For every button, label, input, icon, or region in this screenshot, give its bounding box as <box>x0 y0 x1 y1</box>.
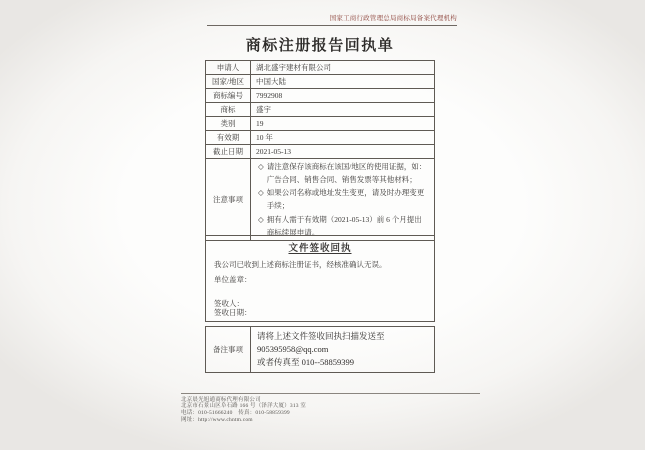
diamond-bullet-icon: ◇ <box>258 214 264 224</box>
table-row <box>206 131 435 145</box>
receipt-title: 文件签收回执 <box>288 244 352 254</box>
note-item <box>256 160 429 186</box>
agency-header: 国家工商行政管理总局商标局备案代理机构 <box>207 13 457 26</box>
receipt-section <box>205 235 435 322</box>
table-row <box>206 89 435 103</box>
notes-label: 注意事项 <box>206 159 251 241</box>
signer-label: 签收人： <box>214 299 244 308</box>
footer-phone-fax: 电话：010-51666240 传真：010-58859399 <box>181 410 290 417</box>
agency-footer <box>181 393 480 424</box>
table-row <box>206 145 435 159</box>
remarks-line-email: 请将上述文件签收回执扫描发送至 905395958@qq.com <box>257 331 385 354</box>
row-label: 商标 <box>206 103 251 117</box>
footer-address: 北京市石景山区阜石路 166 号（泽洋大厦）313 室 <box>181 403 307 410</box>
row-label: 商标编号 <box>206 89 251 103</box>
receipt-statement: 我公司已收到上述商标注册证书，经核准确认无误。 <box>214 260 387 269</box>
diamond-bullet-icon: ◇ <box>258 188 264 198</box>
notes-row <box>206 159 435 241</box>
stamp-label: 单位盖章： <box>214 275 252 284</box>
note-text: 请注意保存该商标在该国/地区的使用证据，如：广告合同、销售合同、销售发票等其他材料； <box>266 162 427 185</box>
row-label: 申请人 <box>206 61 251 75</box>
row-label: 类别 <box>206 117 251 131</box>
row-label: 国家/地区 <box>206 75 251 89</box>
note-text: 如果公司名称或地址发生变更，请及时办理变更手续； <box>266 188 425 211</box>
row-value: 7992908 <box>251 89 435 103</box>
note-item <box>256 186 429 212</box>
row-value: 中国大陆 <box>251 75 435 89</box>
row-label: 截止日期 <box>206 145 251 159</box>
remarks-table <box>205 326 435 373</box>
footer-company: 北京晨光旭通商标代理有限公司 <box>181 396 261 403</box>
row-value: 湖北盛宇建材有限公司 <box>251 61 435 75</box>
remarks-value <box>251 327 435 373</box>
row-value: 19 <box>251 117 435 131</box>
diamond-bullet-icon: ◇ <box>258 162 264 171</box>
table-row <box>206 61 435 75</box>
page-title: 商标注册报告回执单 <box>245 38 395 54</box>
footer-website: 网址：http://www.chntm.com <box>181 416 253 423</box>
note-text: 拥有人需于有效期（2021-05-13）前 6 个月提出商标续展申请。 <box>266 214 422 237</box>
trademark-info-table <box>205 60 435 241</box>
remarks-label: 备注事项 <box>206 327 251 373</box>
table-row <box>206 117 435 131</box>
remarks-row <box>206 327 435 373</box>
row-value: 2021-05-13 <box>251 145 435 159</box>
notes-cell <box>251 159 435 241</box>
remarks-line-fax: 或者传真至 010--58859399 <box>257 357 355 367</box>
table-row <box>206 103 435 117</box>
table-row <box>206 75 435 89</box>
row-value: 10 年 <box>251 131 435 145</box>
row-label: 有效期 <box>206 131 251 145</box>
row-value: 盛宇 <box>251 103 435 117</box>
sign-date-label: 签收日期： <box>214 308 252 317</box>
